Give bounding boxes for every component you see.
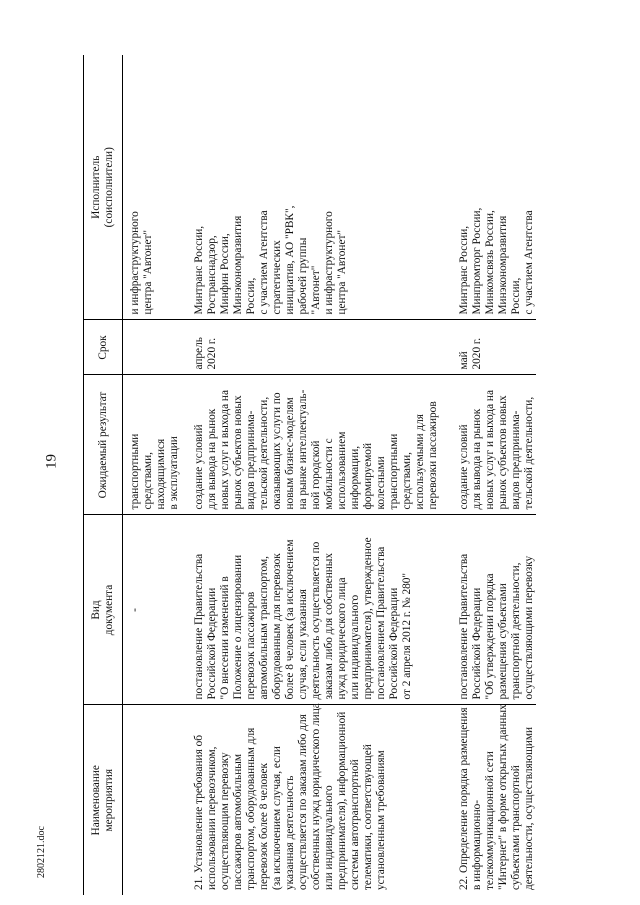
cell-text-line: тельской деятельности, <box>257 396 270 510</box>
cell-executor <box>187 55 452 320</box>
cell-text-line: транспортными <box>129 433 141 510</box>
cell-text-line: собственных нужд юридического лица <box>309 703 322 890</box>
cell-result <box>187 375 452 515</box>
cell-text-line: средствами, <box>141 452 154 510</box>
cell-text-line: Срок <box>96 335 109 360</box>
cell-text-line: "Об утверждении порядка <box>483 573 496 700</box>
cell-text-line: предпринимателя), утвержденное <box>361 537 374 700</box>
cell-text-line: (за исключением случая, если <box>270 746 283 890</box>
cell-text-line: Минфин России, <box>218 233 231 315</box>
cell-text-line: тельской деятельности, <box>522 396 535 510</box>
cell-text-line: Минпромторг России, <box>470 207 483 315</box>
header-deadline <box>84 320 123 375</box>
cell-text-line: Исполнитель <box>90 155 103 219</box>
cell-text-line: осуществляется по заказам либо для <box>296 714 309 890</box>
cell-name <box>452 705 536 895</box>
header-executor <box>84 55 123 320</box>
cell-text-line: оборудованным для перевозок <box>270 553 283 700</box>
cell-name <box>187 705 452 895</box>
cell-text-line: постановление Правительства <box>457 553 470 700</box>
cell-text-line: 22. Определение порядка размещения <box>457 707 470 890</box>
cell-executor <box>452 55 536 320</box>
cell-deadline <box>123 320 187 375</box>
cell-text-line: Ространснадзор, <box>205 235 218 315</box>
cell-text-line: транспортом, оборудованным для <box>244 727 257 890</box>
cell-text-line: Российской Федерации <box>387 587 400 700</box>
cell-text-line: - <box>129 608 141 612</box>
cell-text-line: более 8 человек (за исключением <box>283 539 296 700</box>
cell-text-line: новых услуг и выхода на <box>218 390 231 510</box>
cell-text-line: и инфраструктурного <box>322 211 335 315</box>
cell-text-line: с участием Агентства <box>522 210 535 315</box>
cell-text-line: "О внесении изменений в <box>218 576 231 700</box>
cell-text-line: средствами, <box>400 452 413 510</box>
cell-text-line: заказам либо для собственных <box>322 552 335 700</box>
cell-text-line: телекоммуникационной сети <box>483 751 496 890</box>
cell-text-line: указанная деятельность <box>283 775 296 890</box>
cell-text-line: Положение о лицензировании <box>231 554 244 700</box>
cell-text-line: создание условий <box>457 424 470 510</box>
cell-text-line: Вид <box>90 600 103 620</box>
cell-text-line: колесными <box>374 456 387 510</box>
table-row-21 <box>187 55 452 895</box>
cell-text-line: случая, если указанная <box>296 589 309 700</box>
cell-text-line: Российской Федерации <box>205 587 218 700</box>
cell-text-line: Российской Федерации <box>470 587 483 700</box>
cell-text-line: рынок субъектов новых <box>231 395 244 510</box>
cell-text-line: автомобильным транспортом, <box>257 556 270 700</box>
rotated-page-area <box>83 55 626 895</box>
cell-text-line: "Автонет" <box>309 265 322 315</box>
cell-text-line: транспортными <box>387 433 400 510</box>
document-table-wrapper <box>83 55 626 895</box>
cell-text-line: видов предпринима- <box>509 410 522 510</box>
cell-text-line: 2020 г. <box>205 337 218 370</box>
table-row-continuation <box>123 55 187 895</box>
cell-text-line: или индивидуального <box>348 594 361 700</box>
cell-doc-type <box>187 515 452 705</box>
cell-doc-type <box>123 515 187 705</box>
cell-text-line: 2020 г. <box>470 337 483 370</box>
cell-text-line: телематики, соответствующей <box>361 744 374 890</box>
cell-text-line: формируемой <box>361 443 374 510</box>
cell-text-line: деятельность осуществляется по <box>309 541 322 700</box>
measures-table <box>83 55 536 895</box>
cell-text-line: установленным требованиям <box>374 750 387 890</box>
cell-text-line: стратегических <box>270 240 283 315</box>
cell-text-line: от 2 апреля 2012 г. № 280" <box>400 572 413 700</box>
cell-text-line: предпринимателя), информационной <box>335 711 348 890</box>
cell-text-line: создание условий <box>192 424 205 510</box>
cell-text-line: Минэкономразвития <box>496 215 509 315</box>
cell-executor <box>123 55 187 320</box>
cell-text-line: видов предпринима- <box>244 410 257 510</box>
cell-text-line: апрель <box>192 337 205 370</box>
cell-text-line: России, <box>509 277 522 315</box>
cell-doc-type <box>452 515 536 705</box>
cell-text-line: используемыми для <box>413 414 426 510</box>
cell-text-line: Минтранс России, <box>192 225 205 315</box>
cell-text-line: осуществляющим перевозку <box>218 752 231 890</box>
cell-result <box>123 375 187 515</box>
cell-text-line: Минкомсвязь России, <box>483 210 496 315</box>
cell-text-line: документа <box>103 584 115 636</box>
cell-text-line: перевозок более 8 человек <box>257 763 270 890</box>
header-doc-type <box>84 515 123 705</box>
cell-text-line: рабочей группы <box>296 237 309 315</box>
cell-text-line: ной городской <box>309 440 322 510</box>
cell-text-line: на рынке интеллектуаль- <box>296 389 309 510</box>
file-name-footer: 2802121.doc <box>36 826 47 878</box>
cell-text-line: новых услуг и выхода на <box>483 390 496 510</box>
page-number: 19 <box>43 454 60 469</box>
cell-text-line: для вывода на рынок <box>205 408 218 510</box>
cell-text-line: мобильности с <box>322 438 335 510</box>
cell-text-line: и инфраструктурного <box>129 211 141 315</box>
cell-text-line: использованием <box>335 431 348 510</box>
cell-text-line: осуществляющими перевозку <box>522 555 535 700</box>
cell-text-line: Наименование <box>90 765 103 836</box>
cell-text-line: новым бизнес-моделям <box>283 397 296 510</box>
cell-text-line: мероприятия <box>103 768 115 832</box>
cell-text-line: Минэкономразвития <box>231 215 244 315</box>
cell-text-line: постановление Правительства <box>192 553 205 700</box>
cell-deadline <box>452 320 536 375</box>
header-name <box>84 705 123 895</box>
cell-text-line: транспортной деятельности, <box>509 562 522 700</box>
cell-text-line: субъектами транспортной <box>509 765 522 890</box>
cell-text-line: с участием Агентства <box>257 210 270 315</box>
cell-text-line: перевозки пассажиров <box>426 401 439 510</box>
cell-text-line: Минтранс России, <box>457 225 470 315</box>
cell-text-line: системы автотранспортной <box>348 759 361 890</box>
cell-text-line: инициатив, АО "РВК", <box>283 205 296 315</box>
cell-text-line: перевозок пассажиров <box>244 591 257 700</box>
cell-text-line: 21. Установление требования об <box>192 735 205 890</box>
cell-text-line: информации, <box>348 445 361 510</box>
cell-text-line: Ожидаемый результат <box>96 391 109 499</box>
cell-text-line: нужд юридического лица <box>335 577 348 700</box>
cell-text-line: центра "Автонет" <box>335 229 348 315</box>
cell-result <box>452 375 536 515</box>
table-row-22 <box>452 55 536 895</box>
cell-text-line: центра "Автонет" <box>141 229 154 315</box>
cell-text-line: России, <box>244 277 257 315</box>
cell-text-line: использовании перевозчиком, <box>205 746 218 890</box>
cell-text-line: или индивидуального <box>322 785 335 890</box>
cell-text-line: для вывода на рынок <box>470 408 483 510</box>
header-result <box>84 375 123 515</box>
cell-text-line: пассажиров автомобильным <box>231 754 244 890</box>
cell-text-line: постановлением Правительства <box>374 546 387 700</box>
cell-text-line: деятельности, осуществляющими <box>522 726 535 890</box>
cell-text-line: "Интернет" в форме открытых данных <box>496 704 509 890</box>
table-header-row <box>84 55 123 895</box>
cell-text-line: в эксплуатации <box>167 436 180 510</box>
cell-text-line: (соисполнители) <box>103 147 115 228</box>
cell-text-line: май <box>457 351 470 370</box>
cell-text-line: размещения субъектами <box>496 583 509 700</box>
cell-text-line: рынок субъектов новых <box>496 395 509 510</box>
cell-deadline <box>187 320 452 375</box>
cell-text-line: в информационно- <box>470 799 483 890</box>
cell-name <box>123 705 187 895</box>
cell-text-line: находящимися <box>154 438 167 510</box>
cell-text-line: оказывающих услуги по <box>270 392 283 510</box>
